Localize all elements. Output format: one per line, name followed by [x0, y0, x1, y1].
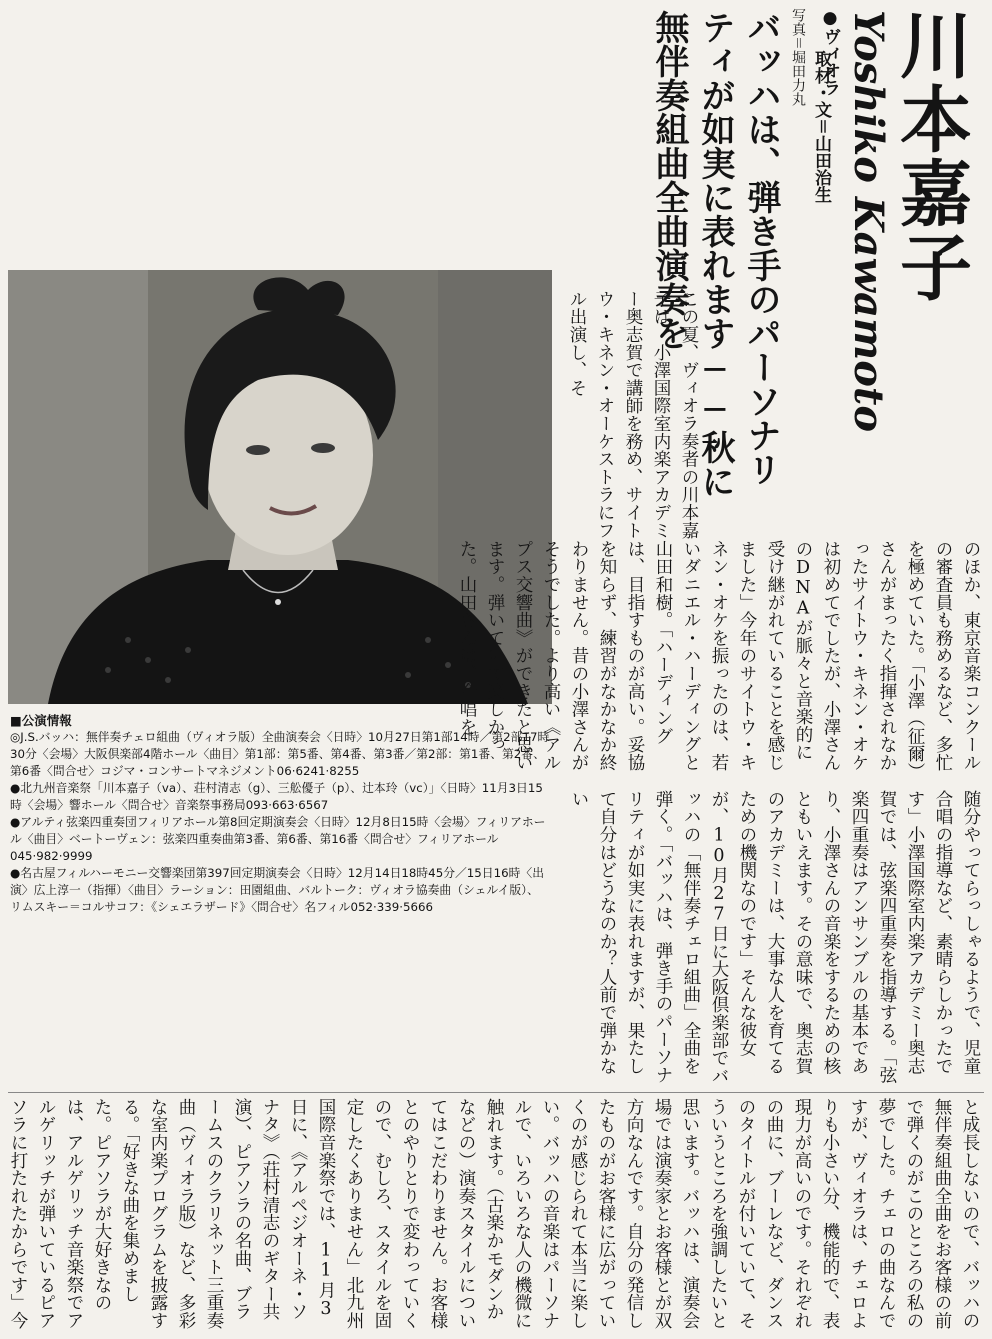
artist-name-jp: 川本嘉子 [888, 8, 972, 304]
performance-info-item: ●名古屋フィルハーモニー交響楽団第397回定期演奏会〈日時〉12月14日18時45分／15日16時〈出演〉広上淳一（指揮）〈曲目〉ラーション：田園組曲、バルトーク：ヴィオラ協奏曲（シェルイ版）、リムスキー＝コルサコフ：《シェエラザード》〈問合せ〉名フィル052·339·5666 [10, 866, 544, 914]
performance-info [10, 712, 550, 916]
credit-photographer: 写真＝堀田力丸 [790, 8, 806, 106]
article-column-3: 随分やってらっしゃるようで、児童合唱の指導など、素晴らしかったです」小澤国際室内楽アカデミー奥志賀では、弦楽四重奏を指導する。「弦楽四重奏はアンサンブルの基本であり、小澤さんの音楽をするための核ともいえます。その意味で、奥志賀のアカデミーは、大事な人を育てるための機関なのです」そんな彼女が、10月27日に大阪倶楽部でバッハの「無伴奏チェロ組曲」全曲を弾く。「バッハは、弾き手のパーソナリティが如実に表れますが、果たして自分はどうなのか？人前で弾かない [569, 790, 981, 1085]
section-divider [8, 1092, 984, 1093]
performance-info-item: ●北九州音楽祭「川本嘉子（va）、荘村清志（g）、三舩優子（p）、辻本玲（vc）」〈日時〉11月3日15時〈会場〉響ホール〈問合せ〉音楽祭事務局093·663·6567 [10, 781, 543, 812]
artist-name-en: Yoshiko Kawamoto [845, 10, 892, 433]
article-bottom-tier: と成長しないので、バッハの無伴奏組曲全曲をお客様の前で弾くのがこのところの私の夢でした。チェロの曲なんですが、ヴィオラは、チェロよりも小さい分、機能的で、表現力が高いのです。それぞれの曲に、ブーレなど、ダンスのタイトルが付いていて、そういうところを強調したいと思います。バッハは、演奏会場では演奏家とお客様とが双方向なんです。自分の発信したものがお客様に広がっていくのが感じられて本当に楽しい。バッハの音楽はパーソナルで、いろいろな人の機微に触れます。（古楽かモダンかなどの）演奏スタイルについてはこだわりません。お客様とのやりとりで変わっていくので、むしろ、スタイルを固定したくありません」北九州国際音楽祭では、11月3日に、《アルペジオーネ・ソナタ》（荘村清志のギター共演）、ピアソラの名曲、ブラームスのクラリネット三重奏曲（ヴィオラ版）など、多彩な室内楽プログラムを披露する。「好きな曲を集めました。ピアソラが大好きなのは、アルゲリッチ音楽祭でアルゲリッチが弾いているピアソラに打たれたからです」今 [8, 1098, 980, 1330]
instrument-label: ●ヴィオラ [820, 8, 840, 96]
credit-writer: 取材・文＝山田治生 [811, 50, 831, 203]
headline: バッハは、弾き手のパーソナリティが如実に表れます──秋に無伴奏組曲全曲演奏を [649, 10, 781, 498]
performance-info-item: ◎J.S.バッハ：無伴奏チェロ組曲（ヴィオラ版）全曲演奏会〈日時〉10月27日第1部14時／第2部17時30分〈会場〉大阪倶楽部4階ホール〈曲目〉第1部：第5番、第4番、第3番／第2部：第1番、第2番、第6番〈問合せ〉コジマ・コンサートマネジメント06·6241·8255 [10, 730, 550, 778]
article-column-2: のほか、東京音楽コンクールの審査員も務めるなど、多忙を極めていた。「小澤（征爾）さんがまったく指揮されなかったサイトウ・キネン・オケは初めてでしたが、小澤さんのDNAが脈々と音楽的に受け継がれていることを感じました」今年のサイトウ・キネン・オケを振ったのは、若いダニエル・ハーディングと山田和樹。「ハーディングは、目指すものが高い。妥協を知らず、練習がなかなか終わりません。昔の小澤さんがそうでした。より高い《アルプス交響曲》ができたと思います。弾いていて楽しかった。山田さんは、合唱を [457, 540, 981, 772]
performance-info-heading: ■公演情報 [10, 713, 72, 728]
performance-info-item: ●アルティ弦楽四重奏団フィリアホール第8回定期演奏会〈日時〉12月8日15時〈会場〉フィリアホール〈曲目〉ベートーヴェン：弦楽四重奏曲第3番、第6番、第16番〈問合せ〉フィリアホール045·982·9999 [10, 815, 546, 863]
article-lead: この夏、ヴィオラ奏者の川本嘉子は、小澤国際室内楽アカデミー奥志賀で講師を務め、サイトウ・キネン・オーケストラにフル出演し、そ [567, 290, 699, 540]
